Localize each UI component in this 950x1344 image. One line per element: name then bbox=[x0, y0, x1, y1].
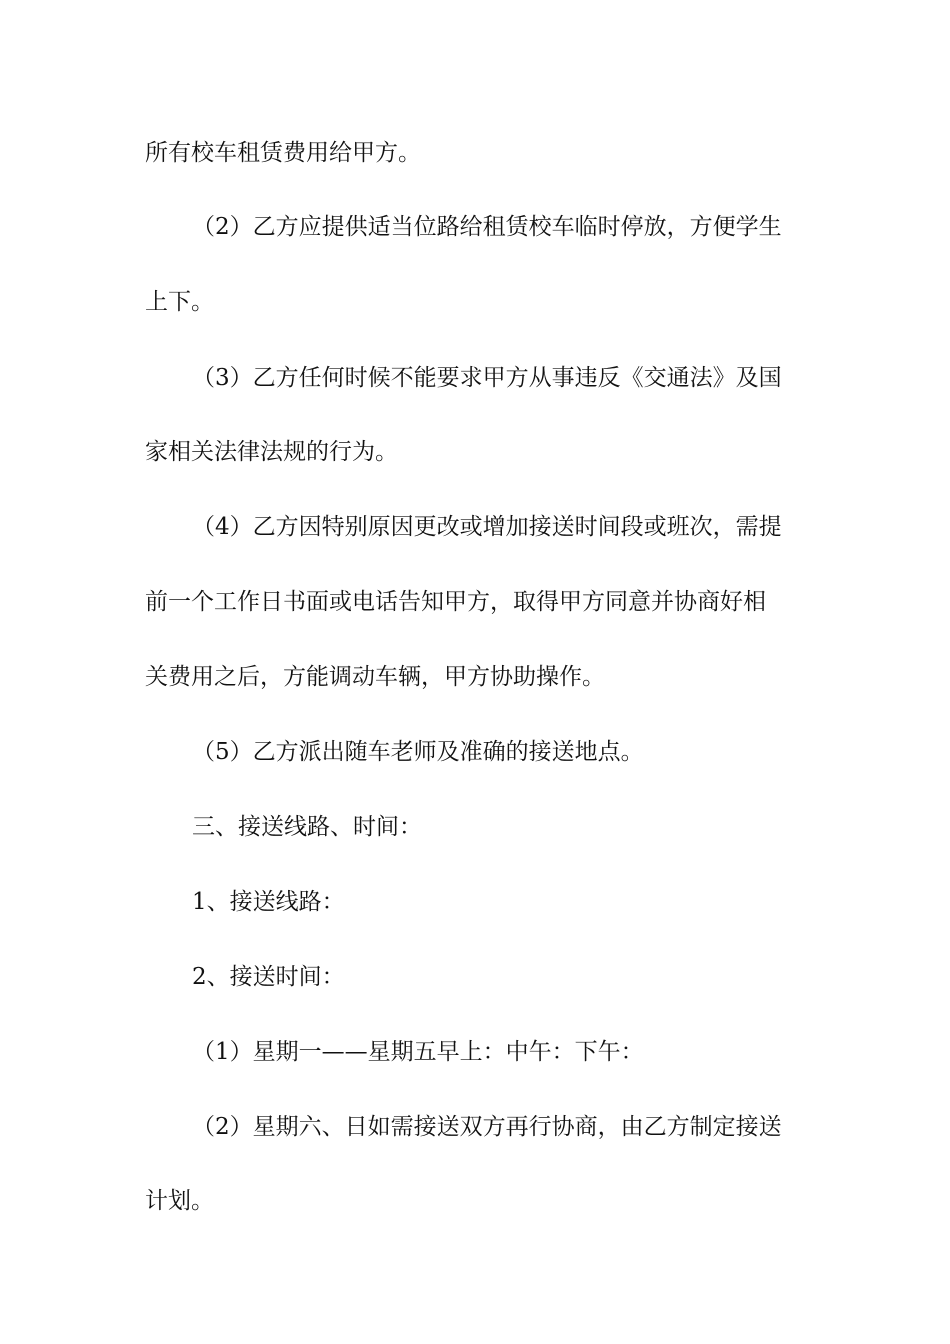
text-line: （2）乙方应提供适当位路给租赁校车临时停放，方便学生 bbox=[192, 214, 782, 240]
text-line: 1、接送线路： bbox=[192, 889, 345, 915]
text-line: （5）乙方派出随车老师及准确的接送地点。 bbox=[192, 739, 644, 765]
text-line: 2、接送时间： bbox=[192, 964, 345, 990]
text-line: （3）乙方任何时候不能要求甲方从事违反《交通法》及国 bbox=[192, 365, 782, 391]
text-line: （4）乙方因特别原因更改或增加接送时间段或班次，需提 bbox=[192, 514, 782, 540]
text-line: （1）星期一——星期五早上：中午：下午： bbox=[192, 1039, 644, 1065]
text-line: 上下。 bbox=[145, 289, 214, 315]
text-line: 关费用之后，方能调动车辆，甲方协助操作。 bbox=[145, 664, 605, 690]
text-line: 计划。 bbox=[145, 1188, 214, 1214]
text-line: （2）星期六、日如需接送双方再行协商，由乙方制定接送 bbox=[192, 1114, 782, 1140]
text-line: 前一个工作日书面或电话告知甲方，取得甲方同意并协商好相 bbox=[145, 589, 766, 615]
text-line: 家相关法律法规的行为。 bbox=[145, 439, 398, 465]
text-line: 所有校车租赁费用给甲方。 bbox=[145, 140, 421, 166]
section-heading: 三、接送线路、时间： bbox=[192, 814, 422, 840]
